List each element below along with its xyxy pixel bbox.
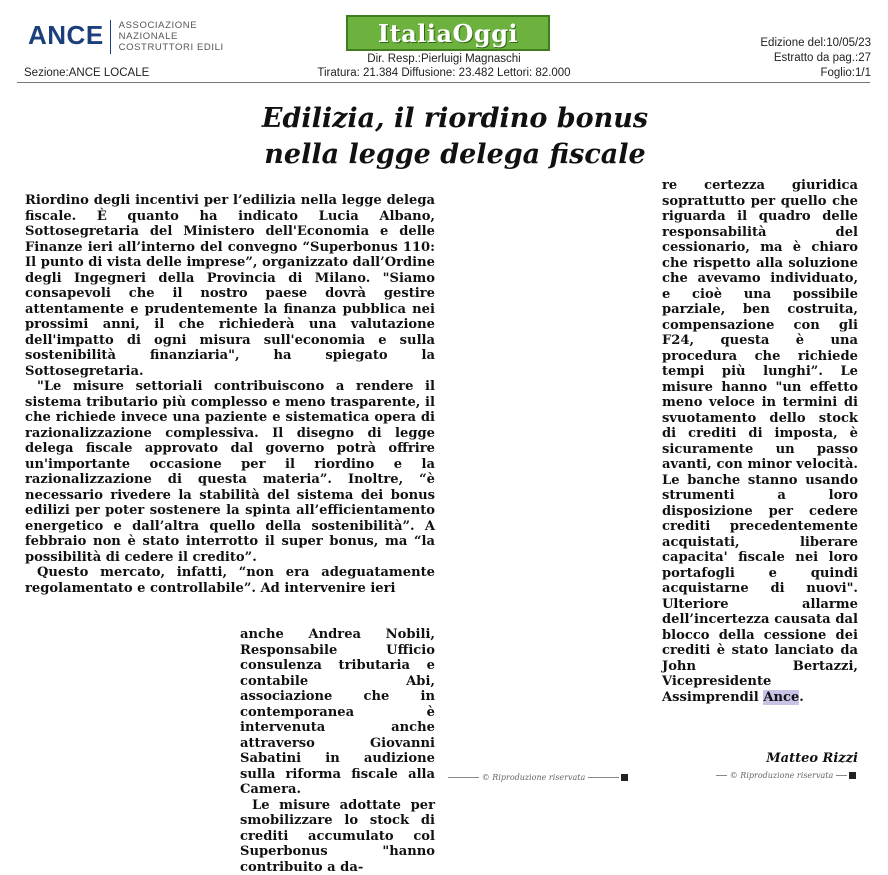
circulation-line: Tiratura: 21.384 Diffusione: 23.482 Lettori: 82.000 — [317, 67, 571, 79]
article-title — [0, 101, 888, 173]
rule-line — [716, 775, 727, 776]
sheet-count: Foglio:1/1 — [820, 67, 871, 79]
ance-logo-subtitle — [119, 20, 224, 53]
article-column-1-narrow — [240, 627, 435, 875]
edition-meta — [760, 36, 871, 81]
italiaoggi-masthead-logo — [346, 15, 550, 51]
paragraph-3-start: Questo mercato, infatti, “non era adeguatamente regolamentato e controllabile”. Ad intervenire ieri — [25, 565, 435, 596]
end-marker-square — [621, 774, 628, 781]
masthead-text: ItaliaOggi — [377, 18, 519, 48]
ance-logo — [28, 20, 224, 54]
paragraph-continued — [662, 178, 858, 705]
ance-line-1: ASSOCIAZIONE — [118, 20, 198, 31]
ance-line-2: NAZIONALE — [118, 31, 178, 42]
highlighted-term: Ance — [763, 689, 800, 705]
copyright-rule-right — [716, 770, 856, 780]
ance-logo-word: ANCE — [28, 20, 104, 50]
paragraph-2: "Le misure settoriali contribuiscono a rendere il sistema tributario più complesso e meno trasparente, il che richiede invece una paziente e sistematica opera di razionalizzazione complessiva. Il disegno di legge delega fiscale approvato dal governo potrà offrire un'importante occasione per il riordino e la razionalizzazione di questa materia”. Inoltre, “è necessario rivedere la stabilità del sistema dei bonus edilizi per poter sostenere la spinta all’efficientamento energetico e dall’altra quello della sostenibilità”. A febbraio non è stato interrotto il super bonus, ma “la possibilità di cedere il credito”. — [25, 379, 435, 565]
press-clipping-header — [0, 0, 888, 90]
author-byline: Matteo Rizzi — [766, 751, 858, 766]
title-line-1: Edilizia, il riordino bonus — [261, 103, 649, 134]
rule-line — [448, 777, 479, 778]
paragraph-1: Riordino degli incentivi per l’edilizia nella legge delega fiscale. È quanto ha indicato Lucia Albano, Sottosegretaria del Ministero dell'Economia e delle Finanze ieri all’interno del convegno “Superbonus 110: Il punto di vista delle imprese”, organizzato dall’Ordine degli Ingegneri della Provincia di Milano. "Siamo consapevoli che il nostro paese dovrà gestire attentamente e prudentemente la finanza pubblica nei prossimi anni, il che richiederà una valutazione dell'impatto di ogni misura sull'economia e sulla sostenibilità finanziaria", ha spiegato la Sottosegretaria. — [25, 193, 435, 379]
copyright-notice: © Riproduzione riservata — [481, 772, 586, 782]
copyright-rule-left — [448, 772, 628, 782]
continued-text: re certezza giuridica soprattutto per quello che riguarda il quadro delle responsabilità del cessionario, ma è chiaro che rispetto alla soluzione che avevamo individuato, e cioè una possibile parziale, ben costruita, compensazione con gli F24, questa è una procedura che richiede tempi più lunghi”. Le misure hanno "un effetto meno veloce in termini di svuotamento dello stock di crediti di imposta, è sicuramente un passo avanti, con minor velocità. Le banche stanno usando strumenti a loro disposizione per cedere crediti precedentemente acquistati, liberare capacita' fiscale nei loro portafogli e quindi acquistarne di nuovi". Ulteriore allarme dell’incertezza causata dal blocco della cessione dei crediti è stato lanciato da John Bertazzi, Vicepresidente Assimprendil — [662, 178, 858, 705]
ance-logo-divider — [110, 20, 111, 54]
header-divider — [17, 82, 870, 83]
article-column-1 — [25, 193, 435, 596]
edition-date: Edizione del:10/05/23 — [760, 37, 871, 49]
article-column-2 — [662, 178, 858, 705]
end-marker-square — [849, 772, 856, 779]
ance-line-3: COSTRUTTORI EDILI — [118, 42, 224, 53]
rule-line — [836, 775, 847, 776]
rule-line — [588, 777, 619, 778]
page-extract: Estratto da pag.:27 — [773, 52, 871, 64]
paragraph-3-continued: anche Andrea Nobili, Responsabile Ufficio consulenza tributaria e contabile Abi, associazione che in contemporanea è intervenuta anche attraverso Giovanni Sabatini in audizione sulla riforma fiscale alla Camera. — [240, 627, 435, 797]
paragraph-4: Le misure adottate per smobilizzare lo stock di crediti accumulato col Superbonus "hanno contribuito a da- — [240, 797, 435, 875]
section-label: Sezione:ANCE LOCALE — [24, 67, 150, 79]
title-line-2: nella legge delega fiscale — [264, 139, 646, 170]
editor-line: Dir. Resp.:Pierluigi Magnaschi — [367, 53, 521, 65]
copyright-notice: © Riproduzione riservata — [729, 770, 834, 780]
sentence-end: . — [799, 689, 804, 705]
